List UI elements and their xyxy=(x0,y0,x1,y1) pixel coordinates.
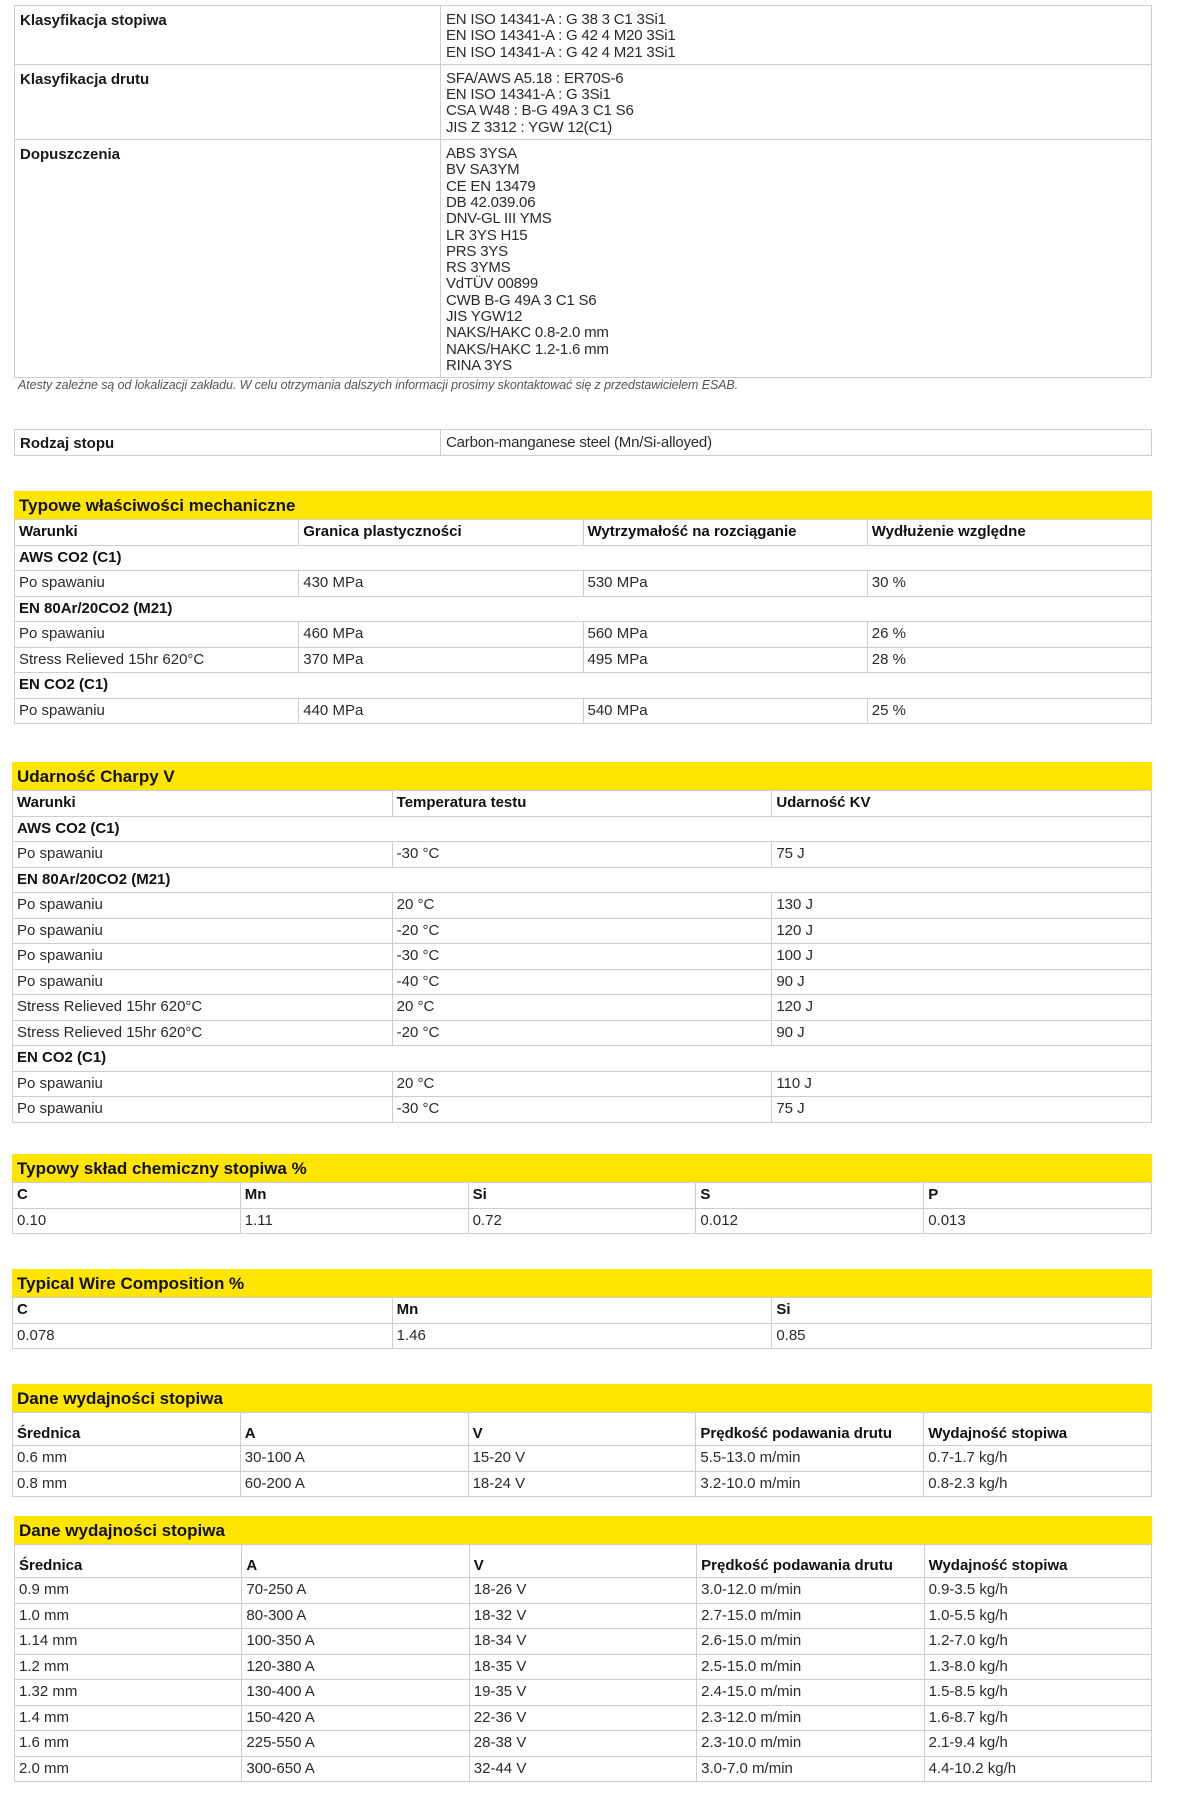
table-row xyxy=(13,969,1152,995)
mechanical-properties-title: Typowe właściwości mechaniczne xyxy=(14,491,1152,519)
deposition-data-title-1: Dane wydajności stopiwa xyxy=(12,1384,1152,1412)
classification-values xyxy=(441,64,1152,139)
table-row xyxy=(15,1705,1152,1731)
mechanical-properties-section xyxy=(14,491,1152,724)
table-cell: 0.8 mm xyxy=(13,1471,241,1497)
table-cell: 28-38 V xyxy=(469,1731,696,1757)
table-cell: 60-200 A xyxy=(240,1471,468,1497)
wire-composition-section xyxy=(12,1269,1152,1349)
table-cell: 32-44 V xyxy=(469,1756,696,1782)
classification-table xyxy=(14,5,1152,378)
column-header: Udarność KV xyxy=(772,791,1152,817)
column-header: Średnica xyxy=(13,1413,241,1446)
table-cell: 560 MPa xyxy=(583,622,867,648)
column-header: V xyxy=(469,1545,696,1578)
wire-composition-rows xyxy=(13,1298,1152,1349)
column-header: Wytrzymałość na rozciąganie xyxy=(583,520,867,546)
classification-row xyxy=(15,6,1152,65)
column-header: Temperatura testu xyxy=(392,791,772,817)
classification-value: LR 3YS H15 xyxy=(446,226,528,244)
table-cell: Po spawaniu xyxy=(13,918,393,944)
classification-value: DB 42.039.06 xyxy=(446,193,536,211)
table-row xyxy=(15,571,1152,597)
header-row xyxy=(13,791,1152,817)
table-cell: 2.6-15.0 m/min xyxy=(697,1629,924,1655)
charpy-table xyxy=(12,790,1152,1123)
element-value: 0.85 xyxy=(772,1323,1152,1349)
table-cell: 0.9 mm xyxy=(15,1578,242,1604)
table-row xyxy=(13,944,1152,970)
column-header: Prędkość podawania drutu xyxy=(696,1413,924,1446)
classification-value: SFA/AWS A5.18 : ER70S-6 xyxy=(446,69,624,87)
table-cell: 18-35 V xyxy=(469,1654,696,1680)
element-header: S xyxy=(696,1183,924,1209)
classification-row xyxy=(15,64,1152,139)
table-cell: 0.8-2.3 kg/h xyxy=(924,1471,1152,1497)
mechanical-properties-table xyxy=(14,519,1152,724)
element-value: 1.11 xyxy=(240,1208,468,1234)
table-cell: Po spawaniu xyxy=(15,698,299,724)
table-cell: 100 J xyxy=(772,944,1152,970)
classification-value: NAKS/HAKC 1.2-1.6 mm xyxy=(446,340,609,358)
alloy-type-table xyxy=(14,429,1152,456)
table-cell: 1.0-5.5 kg/h xyxy=(924,1603,1151,1629)
element-header: Si xyxy=(468,1183,696,1209)
classification-value: EN ISO 14341-A : G 42 4 M21 3Si1 xyxy=(446,43,676,61)
header-row xyxy=(13,1298,1152,1324)
table-cell: Po spawaniu xyxy=(13,944,393,970)
table-cell: 30-100 A xyxy=(240,1446,468,1472)
table-cell: 28 % xyxy=(867,647,1151,673)
classification-row xyxy=(15,140,1152,378)
header-row xyxy=(15,1545,1152,1578)
table-cell: 120 J xyxy=(772,995,1152,1021)
table-cell: 75 J xyxy=(772,1097,1152,1123)
value-row xyxy=(13,1323,1152,1349)
table-cell: Po spawaniu xyxy=(13,893,393,919)
table-row xyxy=(13,893,1152,919)
wire-composition-table xyxy=(12,1297,1152,1349)
table-cell: -30 °C xyxy=(392,842,772,868)
classification-label: Klasyfikacja stopiwa xyxy=(15,6,441,65)
table-cell: Po spawaniu xyxy=(13,842,393,868)
table-cell: 0.9-3.5 kg/h xyxy=(924,1578,1151,1604)
table-cell: 2.7-15.0 m/min xyxy=(697,1603,924,1629)
table-cell: 18-32 V xyxy=(469,1603,696,1629)
table-cell: 150-420 A xyxy=(242,1705,469,1731)
charpy-section xyxy=(12,762,1152,1123)
element-header: Si xyxy=(772,1298,1152,1324)
group-label: EN 80Ar/20CO2 (M21) xyxy=(13,867,1152,893)
table-row xyxy=(13,842,1152,868)
deposition-data-table-1 xyxy=(12,1412,1152,1497)
alloy-type-row xyxy=(15,430,1152,456)
table-cell: 2.4-15.0 m/min xyxy=(697,1680,924,1706)
element-value: 0.012 xyxy=(696,1208,924,1234)
table-cell: 5.5-13.0 m/min xyxy=(696,1446,924,1472)
element-header: C xyxy=(13,1183,241,1209)
table-row xyxy=(15,1680,1152,1706)
classification-value: JIS Z 3312 : YGW 12(C1) xyxy=(446,118,613,136)
table-cell: 120-380 A xyxy=(242,1654,469,1680)
classification-value: DNV-GL III YMS xyxy=(446,210,552,228)
table-cell: 3.0-7.0 m/min xyxy=(697,1756,924,1782)
table-row xyxy=(15,1578,1152,1604)
classification-value: ABS 3YSA xyxy=(446,145,517,163)
table-row xyxy=(15,1756,1152,1782)
deposit-chemistry-table xyxy=(12,1182,1152,1234)
table-row xyxy=(15,698,1152,724)
column-header: Wydajność stopiwa xyxy=(924,1413,1152,1446)
table-cell: 1.2-7.0 kg/h xyxy=(924,1629,1151,1655)
table-cell: 18-24 V xyxy=(468,1471,696,1497)
table-cell: 130 J xyxy=(772,893,1152,919)
element-header: C xyxy=(13,1298,393,1324)
group-label: EN 80Ar/20CO2 (M21) xyxy=(15,596,1152,622)
classification-value: CWB B-G 49A 3 C1 S6 xyxy=(446,291,597,309)
header-row xyxy=(13,1183,1152,1209)
classification-label: Klasyfikacja drutu xyxy=(15,64,441,139)
table-row xyxy=(13,1071,1152,1097)
column-header: V xyxy=(468,1413,696,1446)
mechanical-rows xyxy=(15,520,1152,724)
table-cell: 2.0 mm xyxy=(15,1756,242,1782)
table-cell: 2.5-15.0 m/min xyxy=(697,1654,924,1680)
table-cell: 3.0-12.0 m/min xyxy=(697,1578,924,1604)
table-cell: 80-300 A xyxy=(242,1603,469,1629)
classification-value: CE EN 13479 xyxy=(446,177,536,195)
table-cell: Po spawaniu xyxy=(13,969,393,995)
table-cell: 3.2-10.0 m/min xyxy=(696,1471,924,1497)
group-label: AWS CO2 (C1) xyxy=(13,816,1152,842)
table-cell: 22-36 V xyxy=(469,1705,696,1731)
group-row xyxy=(13,816,1152,842)
table-cell: 1.32 mm xyxy=(15,1680,242,1706)
table-cell: Po spawaniu xyxy=(13,1097,393,1123)
table-row xyxy=(13,1097,1152,1123)
column-header: A xyxy=(240,1413,468,1446)
table-cell: 25 % xyxy=(867,698,1151,724)
table-cell: Po spawaniu xyxy=(13,1071,393,1097)
header-row xyxy=(13,1413,1152,1446)
classification-value: VdTÜV 00899 xyxy=(446,275,539,293)
table-cell: 300-650 A xyxy=(242,1756,469,1782)
deposition-rows-2 xyxy=(15,1545,1152,1782)
classification-label: Dopuszczenia xyxy=(15,140,441,378)
deposition-data-section-2 xyxy=(14,1516,1152,1782)
column-header: Wydajność stopiwa xyxy=(924,1545,1151,1578)
table-cell: 90 J xyxy=(772,969,1152,995)
table-cell: -40 °C xyxy=(392,969,772,995)
table-cell: 4.4-10.2 kg/h xyxy=(924,1756,1151,1782)
table-cell: 90 J xyxy=(772,1020,1152,1046)
table-row xyxy=(13,918,1152,944)
table-cell: Stress Relieved 15hr 620°C xyxy=(13,1020,393,1046)
column-header: Granica plastyczności xyxy=(299,520,583,546)
table-row xyxy=(15,622,1152,648)
classification-value: EN ISO 14341-A : G 42 4 M20 3Si1 xyxy=(446,27,676,45)
classification-values xyxy=(441,6,1152,65)
deposition-rows-1 xyxy=(13,1413,1152,1497)
table-cell: -30 °C xyxy=(392,1097,772,1123)
table-cell: 2.3-10.0 m/min xyxy=(697,1731,924,1757)
table-cell: 225-550 A xyxy=(242,1731,469,1757)
table-cell: 100-350 A xyxy=(242,1629,469,1655)
table-cell: 0.6 mm xyxy=(13,1446,241,1472)
table-cell: 19-35 V xyxy=(469,1680,696,1706)
table-row xyxy=(15,1629,1152,1655)
table-cell: 540 MPa xyxy=(583,698,867,724)
table-row xyxy=(15,1731,1152,1757)
group-row xyxy=(15,545,1152,571)
group-row xyxy=(13,867,1152,893)
table-row xyxy=(13,995,1152,1021)
table-cell: 26 % xyxy=(867,622,1151,648)
table-cell: Po spawaniu xyxy=(15,571,299,597)
element-header: P xyxy=(924,1183,1152,1209)
table-cell: Stress Relieved 15hr 620°C xyxy=(15,647,299,673)
deposition-data-table-2 xyxy=(14,1544,1152,1782)
wire-composition-title: Typical Wire Composition % xyxy=(12,1269,1152,1297)
table-cell: 70-250 A xyxy=(242,1578,469,1604)
table-cell: -20 °C xyxy=(392,1020,772,1046)
element-value: 0.013 xyxy=(924,1208,1152,1234)
table-cell: 440 MPa xyxy=(299,698,583,724)
table-cell: 30 % xyxy=(867,571,1151,597)
table-cell: 18-34 V xyxy=(469,1629,696,1655)
column-header: Wydłużenie względne xyxy=(867,520,1151,546)
table-cell: 20 °C xyxy=(392,995,772,1021)
table-cell: 20 °C xyxy=(392,1071,772,1097)
deposit-chemistry-section xyxy=(12,1154,1152,1234)
element-value: 0.10 xyxy=(13,1208,241,1234)
table-cell: 120 J xyxy=(772,918,1152,944)
table-cell: 1.5-8.5 kg/h xyxy=(924,1680,1151,1706)
deposition-data-title-2: Dane wydajności stopiwa xyxy=(14,1516,1152,1544)
table-cell: 75 J xyxy=(772,842,1152,868)
table-cell: 1.4 mm xyxy=(15,1705,242,1731)
table-cell: 20 °C xyxy=(392,893,772,919)
table-cell: 0.7-1.7 kg/h xyxy=(924,1446,1152,1472)
classification-value: PRS 3YS xyxy=(446,242,508,260)
table-cell: -20 °C xyxy=(392,918,772,944)
group-row xyxy=(15,673,1152,699)
table-cell: 18-26 V xyxy=(469,1578,696,1604)
classification-rows xyxy=(15,6,1152,378)
table-cell: 130-400 A xyxy=(242,1680,469,1706)
value-row xyxy=(13,1208,1152,1234)
classification-values xyxy=(441,140,1152,378)
classification-value: RINA 3YS xyxy=(446,356,512,374)
charpy-title: Udarność Charpy V xyxy=(12,762,1152,790)
group-row xyxy=(15,596,1152,622)
table-cell: 1.6 mm xyxy=(15,1731,242,1757)
column-header: Prędkość podawania drutu xyxy=(697,1545,924,1578)
classification-value: NAKS/HAKC 0.8-2.0 mm xyxy=(446,324,609,342)
column-header: Warunki xyxy=(13,791,393,817)
table-row xyxy=(13,1446,1152,1472)
table-row xyxy=(13,1020,1152,1046)
table-cell: 1.3-8.0 kg/h xyxy=(924,1654,1151,1680)
classification-value: CSA W48 : B-G 49A 3 C1 S6 xyxy=(446,102,634,120)
table-cell: 1.14 mm xyxy=(15,1629,242,1655)
table-cell: 1.2 mm xyxy=(15,1654,242,1680)
column-header: Średnica xyxy=(15,1545,242,1578)
charpy-rows xyxy=(13,791,1152,1123)
header-row xyxy=(15,520,1152,546)
classification-value: BV SA3YM xyxy=(446,161,520,179)
element-header: Mn xyxy=(392,1298,772,1324)
approvals-note: Atesty zależne są od lokalizacji zakładu. W celu otrzymania dalszych informacji prosimy skontaktować się z przedstawicielem ESAB. xyxy=(18,378,739,392)
table-cell: -30 °C xyxy=(392,944,772,970)
group-label: AWS CO2 (C1) xyxy=(15,545,1152,571)
group-label: EN CO2 (C1) xyxy=(13,1046,1152,1072)
table-cell: 495 MPa xyxy=(583,647,867,673)
element-value: 1.46 xyxy=(392,1323,772,1349)
table-cell: 2.3-12.0 m/min xyxy=(697,1705,924,1731)
element-header: Mn xyxy=(240,1183,468,1209)
deposit-chemistry-title: Typowy skład chemiczny stopiwa % xyxy=(12,1154,1152,1182)
table-cell: Po spawaniu xyxy=(15,622,299,648)
table-row xyxy=(15,1603,1152,1629)
group-label: EN CO2 (C1) xyxy=(15,673,1152,699)
alloy-type-label: Rodzaj stopu xyxy=(15,430,441,456)
classification-value: RS 3YMS xyxy=(446,259,511,277)
table-cell: 430 MPa xyxy=(299,571,583,597)
table-cell: 370 MPa xyxy=(299,647,583,673)
alloy-type-value: Carbon-manganese steel (Mn/Si-alloyed) xyxy=(441,430,1152,456)
column-header: A xyxy=(242,1545,469,1578)
table-cell: 1.0 mm xyxy=(15,1603,242,1629)
deposit-chemistry-rows xyxy=(13,1183,1152,1234)
group-row xyxy=(13,1046,1152,1072)
table-cell: 2.1-9.4 kg/h xyxy=(924,1731,1151,1757)
classification-value: EN ISO 14341-A : G 38 3 C1 3Si1 xyxy=(446,11,666,28)
table-cell: Stress Relieved 15hr 620°C xyxy=(13,995,393,1021)
table-cell: 460 MPa xyxy=(299,622,583,648)
deposition-data-section-1 xyxy=(12,1384,1152,1497)
element-value: 0.078 xyxy=(13,1323,393,1349)
classification-value: JIS YGW12 xyxy=(446,308,523,326)
table-cell: 110 J xyxy=(772,1071,1152,1097)
table-row xyxy=(15,647,1152,673)
table-cell: 1.6-8.7 kg/h xyxy=(924,1705,1151,1731)
table-cell: 15-20 V xyxy=(468,1446,696,1472)
classification-value: EN ISO 14341-A : G 3Si1 xyxy=(446,86,611,104)
table-row xyxy=(13,1471,1152,1497)
table-cell: 530 MPa xyxy=(583,571,867,597)
table-row xyxy=(15,1654,1152,1680)
element-value: 0.72 xyxy=(468,1208,696,1234)
column-header: Warunki xyxy=(15,520,299,546)
